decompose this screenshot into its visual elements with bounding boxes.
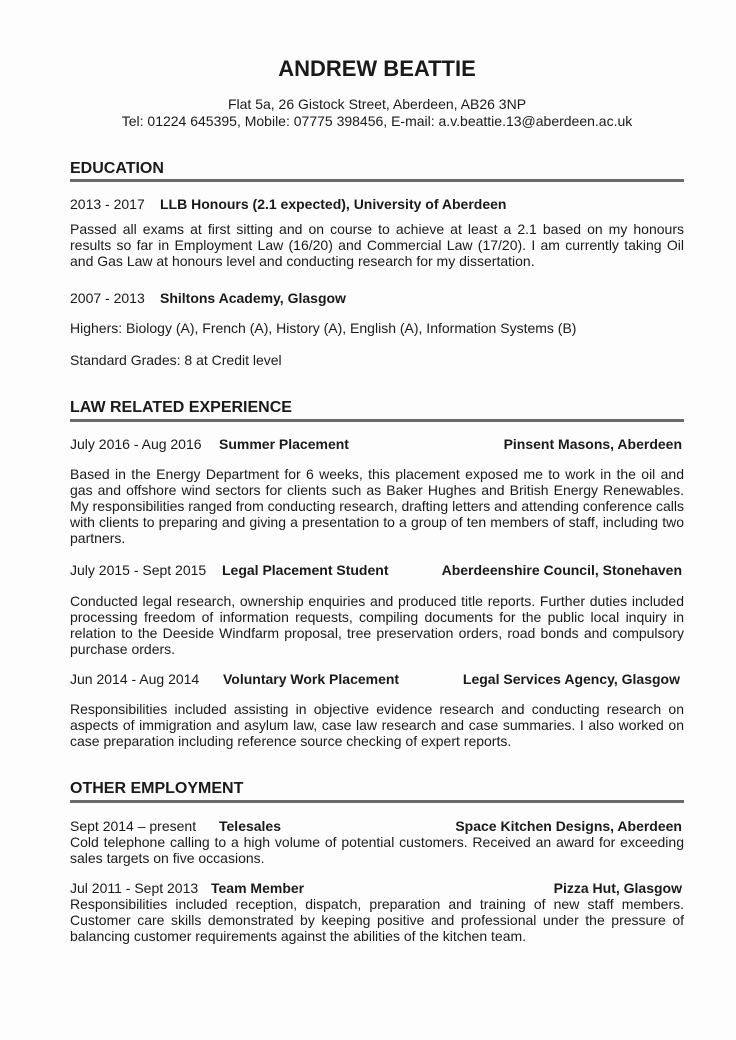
entry-title: LLB Honours (2.1 expected), University of Aberdeen [160, 196, 507, 212]
education-entry [70, 196, 682, 212]
highers: Highers: Biology (A), French (A), History (A), English (A), Information Systems (B) [70, 320, 577, 336]
entry-date: 2013 - 2017 [70, 196, 145, 212]
experience-entry [70, 671, 682, 687]
entry-title: Voluntary Work Placement [223, 671, 400, 687]
entry-title: Telesales [219, 818, 282, 834]
entry-description: Based in the Energy Department for 6 weeks, this placement exposed me to work in the oil and gas and offshore wind sectors for clients such as Baker Hughes and British Energy Renewables. My responsibilities ranged from conducting research, drafting letters and attending conference calls with clients to preparing and giving a presentation to a group of ten members of staff, including two partners. [70, 466, 684, 546]
entry-date: Jul 2011 - Sept 2013 [70, 880, 199, 896]
entry-date: July 2015 - Sept 2015 [70, 562, 207, 578]
entry-date: Sept 2014 – present [70, 818, 197, 834]
entry-date: Jun 2014 - Aug 2014 [70, 671, 200, 687]
entry-organisation: Pizza Hut, Glasgow [553, 880, 682, 896]
entry-description: Passed all exams at first sitting and on course to achieve at least a 2.1 based on my honours results so far in Employment Law (16/20) and Commercial Law (17/20). I am currently taking Oil and Gas Law at honours level and conducting research for my dissertation. [70, 221, 684, 269]
divider [70, 179, 684, 182]
entry-date: July 2016 - Aug 2016 [70, 436, 202, 452]
divider [70, 419, 684, 422]
candidate-name: ANDREW BEATTIE [278, 56, 476, 81]
entry-organisation: Legal Services Agency, Glasgow [462, 671, 680, 687]
entry-organisation: Aberdeenshire Council, Stonehaven [441, 562, 682, 578]
experience-entry [70, 562, 682, 578]
section-heading-education: EDUCATION [70, 160, 164, 177]
entry-title: Shiltons Academy, Glasgow [160, 290, 346, 306]
entry-description: Responsibilities included assisting in objective evidence research and conducting research on aspects of immigration and asylum law, case law research and case summaries. I also worked on case preparation including reference source checking of expert reports. [70, 701, 684, 749]
contact-details: Tel: 01224 645395, Mobile: 07775 398456, E-mail: a.v.beattie.13@aberdeen.ac.uk [121, 113, 633, 129]
section-heading-law: LAW RELATED EXPERIENCE [70, 399, 292, 416]
standard-grades: Standard Grades: 8 at Credit level [70, 352, 282, 368]
section-heading-other-employment: OTHER EMPLOYMENT [70, 780, 244, 797]
employment-entry [70, 818, 682, 834]
employment-entry [70, 880, 682, 896]
address: Flat 5a, 26 Gistock Street, Aberdeen, AB26 3NP [227, 96, 527, 112]
entry-description: Responsibilities included reception, dispatch, preparation and training of new staff members. Customer care skills demonstrated by keeping positive and professional under the pressure of balancing customer requirements against the abilities of the kitchen team. [70, 896, 684, 944]
education-entry [70, 290, 682, 306]
entry-title: Summer Placement [219, 436, 349, 452]
entry-organisation: Pinsent Masons, Aberdeen [503, 436, 682, 452]
entry-description: Conducted legal research, ownership enquiries and produced title reports. Further duties included processing freedom of information requests, compiling documents for the public local inquiry in relation to the Deeside Windfarm proposal, tree preservation orders, road bonds and compulsory purchase orders. [70, 593, 684, 657]
divider [70, 800, 684, 803]
experience-entry [70, 436, 682, 452]
entry-title: Team Member [211, 880, 305, 896]
entry-organisation: Space Kitchen Designs, Aberdeen [455, 818, 682, 834]
entry-date: 2007 - 2013 [70, 290, 145, 306]
entry-description: Cold telephone calling to a high volume of potential customers. Received an award for exceeding sales targets on five occasions. [70, 834, 684, 866]
entry-title: Legal Placement Student [222, 562, 389, 578]
